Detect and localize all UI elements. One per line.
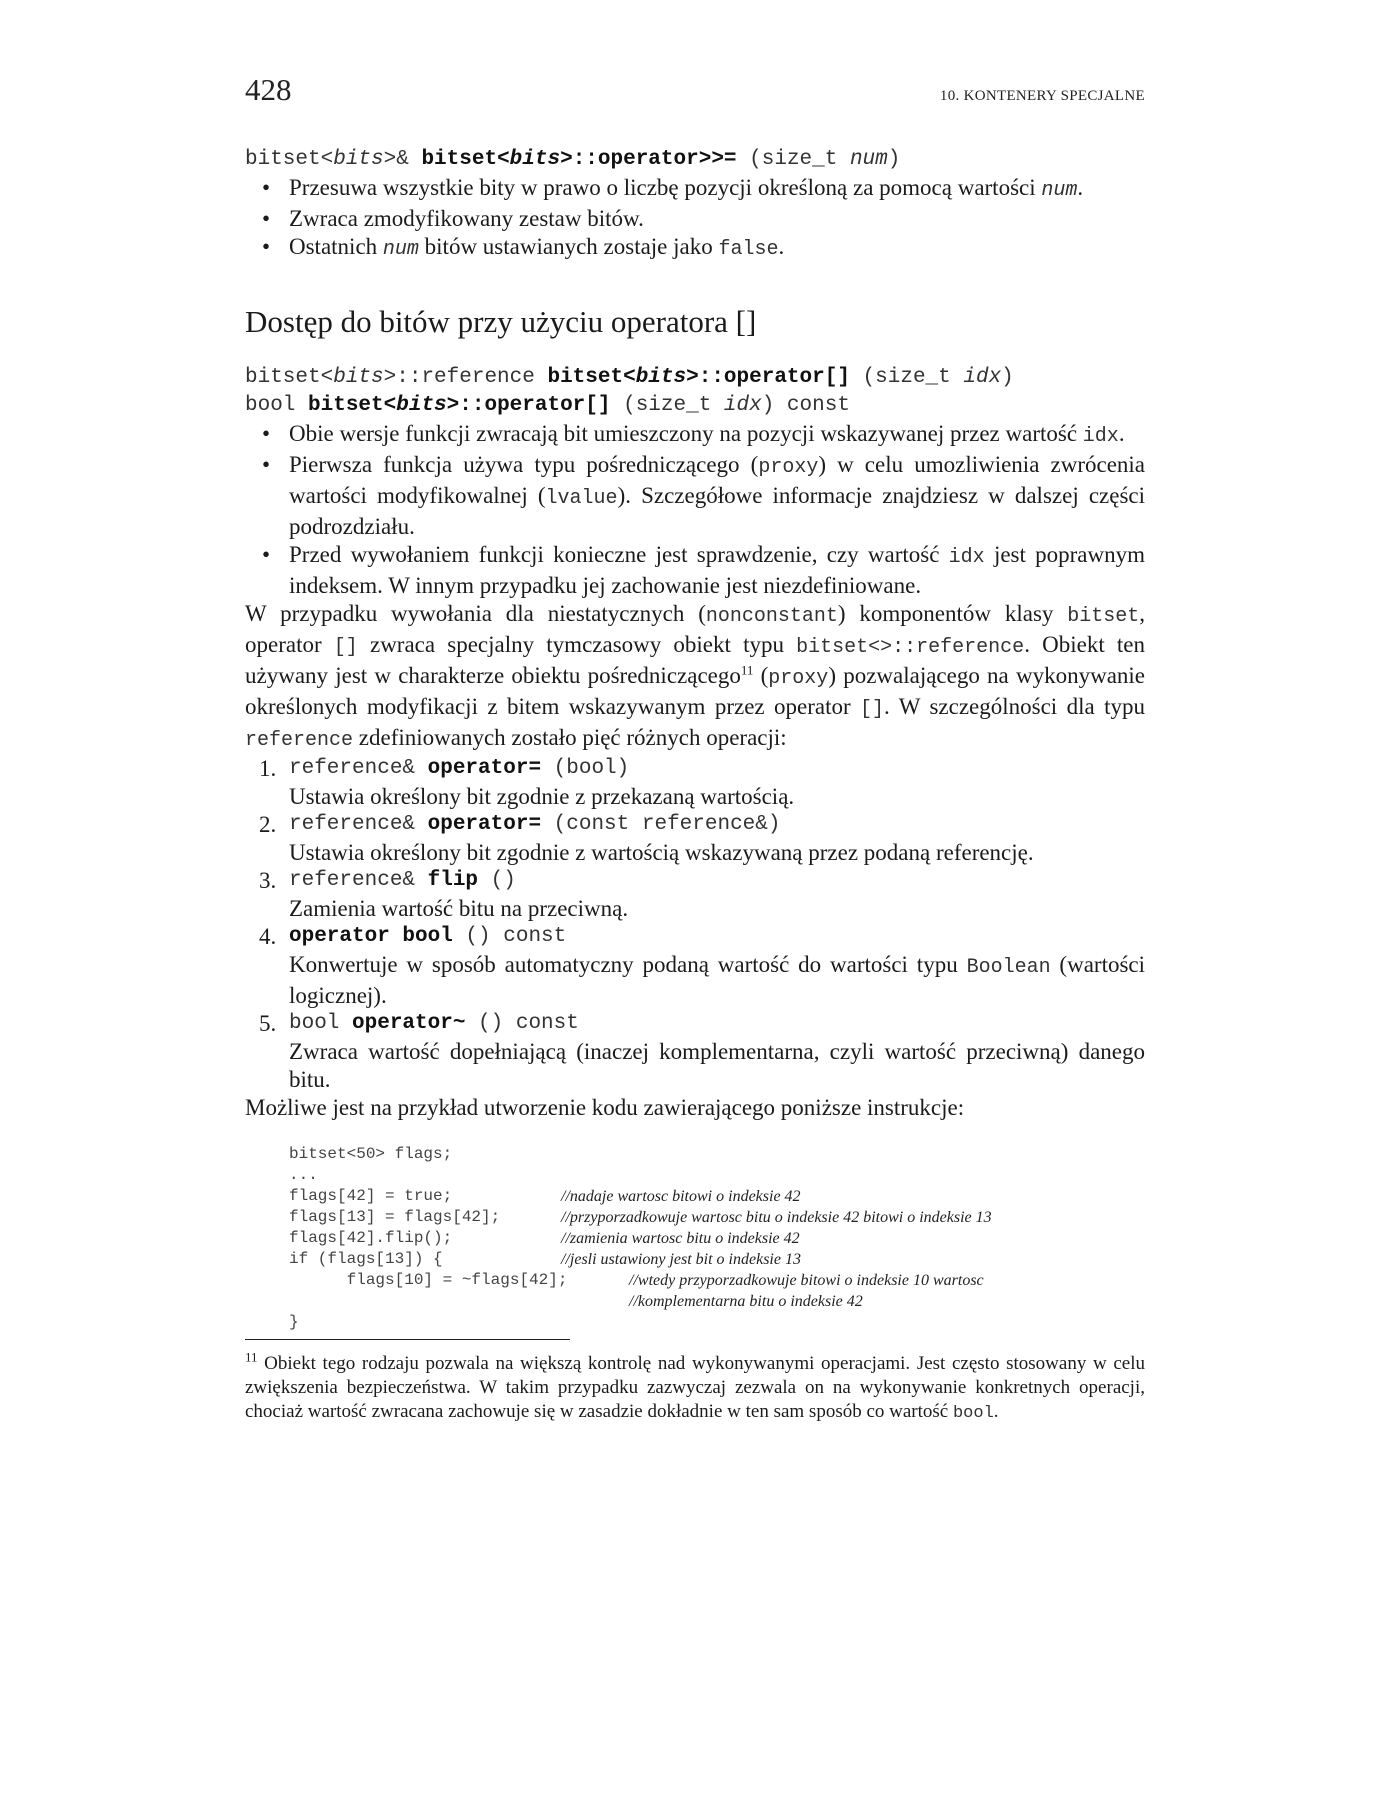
- section-heading: Dostęp do bitów przy użyciu operatora []: [245, 304, 757, 339]
- list-item: 4. operator bool () const Konwertuje w sposób automatyczny podaną wartość do wartości typu Boolean (wartości logicznej).: [259, 924, 1146, 1008]
- code-line: ...: [289, 1166, 318, 1184]
- code-line: [289, 1291, 1145, 1312]
- subscript-operator-const-signature: bool bitset<bits>::operator[] (size_t idx) const: [245, 394, 850, 417]
- list-item: • Przed wywołaniem funkcji konieczne jest sprawdzenie, czy wartość idx jest poprawnym indeksem. W innym przypadku jej zachowanie jest niezdefiniowane.: [289, 541, 1145, 600]
- code-line: if (flags[13]) { //jesli ustawiony jest bit o indeksie 13: [289, 1250, 801, 1268]
- page-number: 428: [245, 72, 292, 107]
- list-item: • Zwraca zmodyfikowany zestaw bitów.: [289, 205, 1145, 233]
- shift-operator-signature: bitset<bits>& bitset<bits>::operator>>= (size_t num): [245, 148, 901, 171]
- subscript-operator-bullets: [245, 420, 1145, 600]
- code-comment: //zamienia wartosc bitu o indeksie 42: [561, 1230, 800, 1247]
- list-item: 2. reference& operator= (const reference&) Ustawia określony bit zgodnie z wartością wskazywaną przez podaną referencję.: [259, 812, 1034, 865]
- shift-operator-bullets: [245, 174, 1145, 264]
- list-item: • Ostatnich num bitów ustawianych zostaje jako false.: [289, 233, 1145, 264]
- reference-operations-list: [245, 755, 1145, 1094]
- list-item: 3. reference& flip () Zamienia wartość bitu na przeciwną.: [259, 868, 629, 921]
- list-item: 5. bool operator~ () const Zwraca wartość dopełniającą (inaczej komplementarna, czyli wartość przeciwną) danego bitu.: [259, 1011, 1145, 1092]
- page-body: [245, 146, 1145, 1333]
- code-line: flags[42].flip(); //zamienia wartosc bitu o indeksie 42: [289, 1229, 800, 1247]
- running-head: 10. KONTENERY SPECJALNE: [939, 88, 1145, 104]
- code-comment: //komplementarna bitu o indeksie 42: [629, 1293, 863, 1310]
- footnote: $^{11}$ Obiekt tego rodzaju pozwala na większą kontrolę nad wykonywanymi operacjami. Jest często stosowany w celu zwiększenia bezpieczeństwa. W takim przypadku zazwyczaj zezwala on na wykonywanie konkretnych operacji, chociaż wartość zwracana zachowuje się w zasadzie dokładnie w ten sam sposób co wartość bool.: [245, 1349, 1145, 1423]
- code-line: bitset<50> flags;: [289, 1145, 453, 1163]
- footnote-divider: [245, 1339, 570, 1340]
- code-line: flags[10] = ~flags[42]; //wtedy przyporzadkowuje bitowi o indeksie 10 wartosc: [289, 1271, 984, 1289]
- body-paragraph: W przypadku wywołania dla niestatycznych (nonconstant) komponentów klasy bitset, operator [] zwraca specjalny tymczasowy obiekt typu bitset<>::reference. Obiekt ten używany jest w charakterze obiektu pośredniczącego$^{11}$ (proxy) pozwalającego na wykonywanie określonych modyfikacji z bitem wskazywanym przez operator []. W szczególności dla typu reference zdefiniowanych zostało pięć różnych operacji:: [245, 601, 1145, 752]
- subscript-operator-signature: bitset<bits>::reference bitset<bits>::operator[] (size_t idx): [245, 366, 1014, 389]
- code-comment: //jesli ustawiony jest bit o indeksie 13: [561, 1251, 801, 1268]
- code-comment: //nadaje wartosc bitowi o indeksie 42: [561, 1188, 801, 1205]
- list-item: • Pierwsza funkcja używa typu pośredniczącego (proxy) w celu umozliwienia zwrócenia wartości modyfikowalnej (lvalue). Szczegółowe informacje znajdziesz w dalszej części podrozdziału.: [289, 451, 1145, 541]
- code-line: flags[42] = true; //nadaje wartosc bitowi o indeksie 42: [289, 1187, 801, 1205]
- example-intro: Możliwe jest na przykład utworzenie kodu zawierającego poniższe instrukcje:: [245, 1095, 965, 1120]
- list-item: • Obie wersje funkcji zwracają bit umieszczony na pozycji wskazywanej przez wartość idx.: [289, 420, 1145, 451]
- footnote-reference: 11: [740, 662, 754, 678]
- list-item: • Przesuwa wszystkie bity w prawo o liczbę pozycji określoną za pomocą wartości num.: [289, 174, 1145, 205]
- footnote-mark: 11: [245, 1349, 258, 1365]
- code-comment: //wtedy przyporzadkowuje bitowi o indeksie 10 wartosc: [629, 1272, 984, 1289]
- code-line: }: [289, 1313, 299, 1331]
- code-comment: //przyporzadkowuje wartosc bitu o indeksie 42 bitowi o indeksie 13: [561, 1209, 992, 1226]
- list-item: 1. reference& operator= (bool) Ustawia określony bit zgodnie z przekazaną wartością.: [259, 756, 795, 809]
- code-line: flags[13] = flags[42]; //przyporzadkowuje wartosc bitu o indeksie 42 bitowi o indeksie 13: [289, 1208, 992, 1226]
- code-example: [289, 1144, 1145, 1333]
